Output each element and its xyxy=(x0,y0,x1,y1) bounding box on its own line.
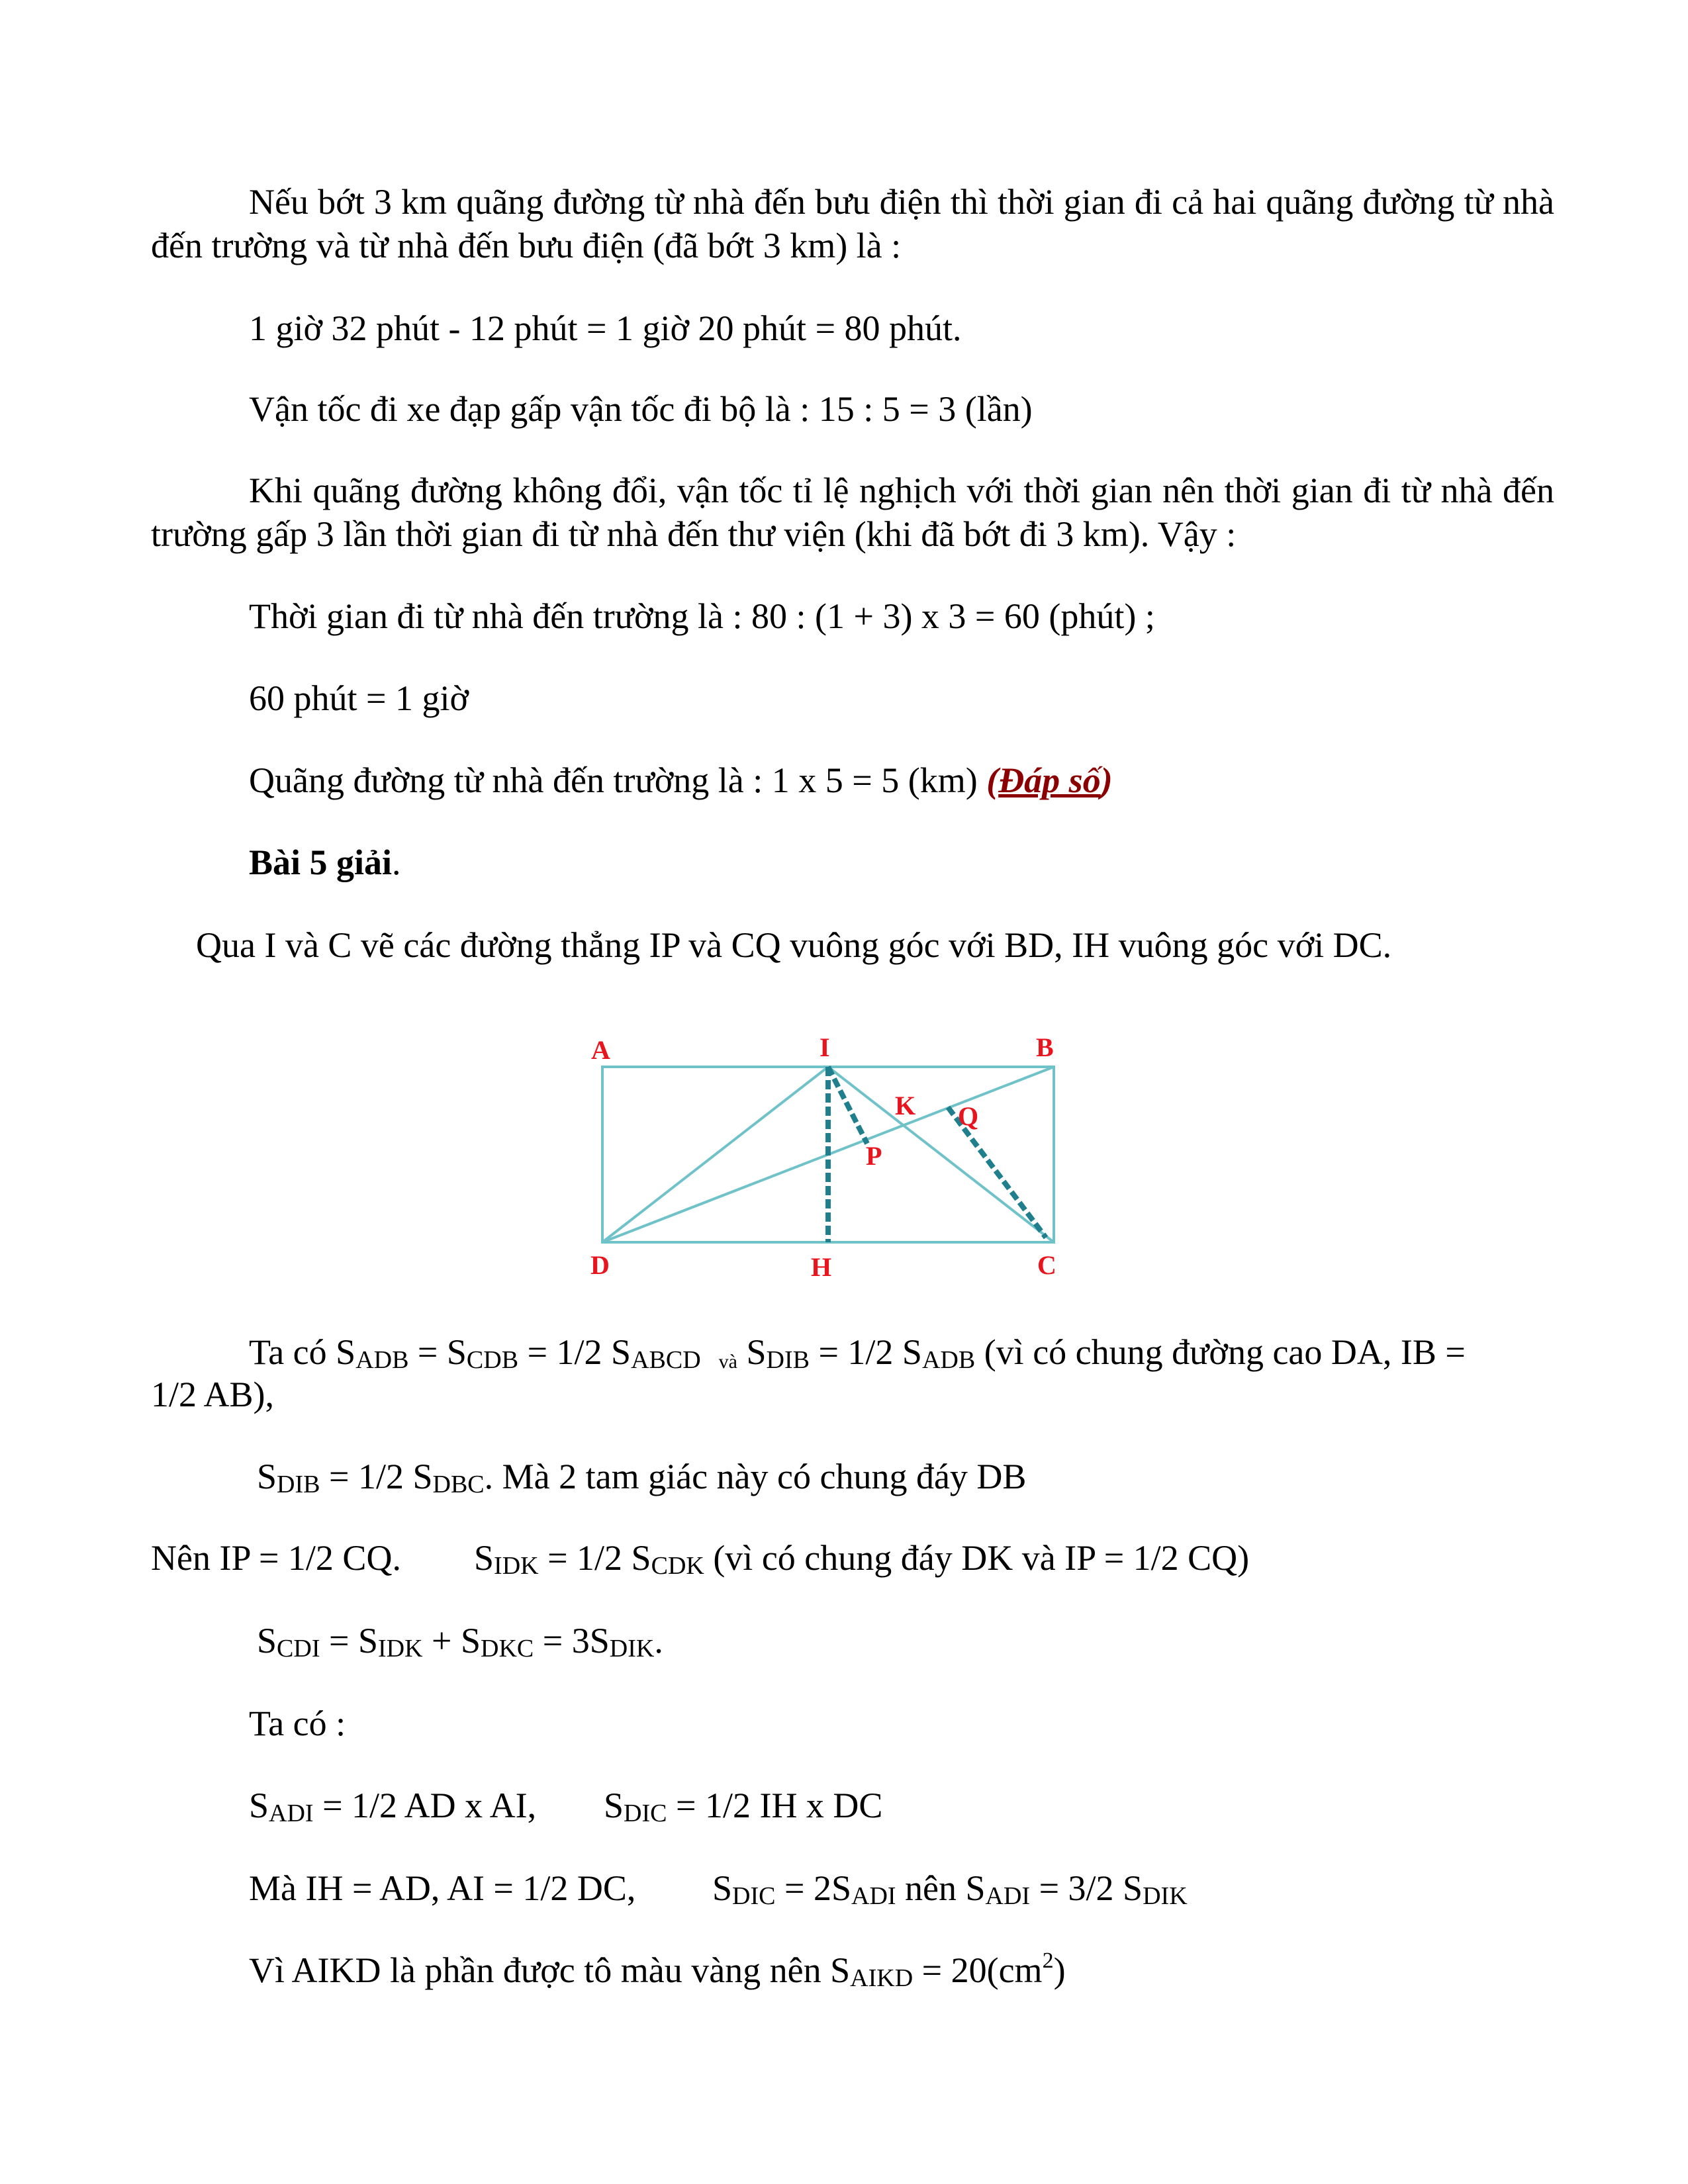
superscript: 2 xyxy=(1042,1948,1054,1973)
proof-line-5: Ta có : xyxy=(249,1704,346,1743)
proof-line-4 xyxy=(257,1619,663,1666)
text: Vì AIKD là phần được tô màu vàng nên S xyxy=(249,1950,851,1990)
perpendicular-ip xyxy=(828,1067,867,1144)
text: (vì có chung đường cao DA, IB = xyxy=(975,1332,1466,1372)
subscript: ADI xyxy=(851,1882,896,1910)
subscript: ADI xyxy=(985,1882,1031,1910)
text: = 2S xyxy=(775,1868,851,1908)
text: = 1/2 S xyxy=(538,1538,651,1578)
subscript: DIB xyxy=(277,1471,320,1498)
text: (vì có chung đáy DK và IP = 1/2 CQ) xyxy=(704,1538,1250,1578)
text: Ta có S xyxy=(249,1332,356,1372)
label-b: B xyxy=(1036,1032,1054,1062)
text: S xyxy=(474,1538,494,1578)
subscript: DIK xyxy=(609,1635,655,1662)
text: = 3S xyxy=(534,1621,610,1661)
paragraph-8: Qua I và C vẽ các đường thẳng IP và CQ vuông góc với BD, IH vuông góc với DC. xyxy=(196,925,1392,965)
text: . xyxy=(654,1621,663,1661)
subscript: ADI xyxy=(269,1799,314,1827)
label-i: I xyxy=(820,1032,830,1062)
subscript: IDK xyxy=(494,1552,539,1580)
text: = 20(cm xyxy=(913,1950,1043,1990)
text: = 3/2 S xyxy=(1030,1868,1143,1908)
proof-line-6-right xyxy=(604,1784,882,1831)
text: S xyxy=(604,1786,624,1825)
text: S xyxy=(249,1786,269,1825)
text: = 1/2 S xyxy=(518,1332,632,1372)
text: . Mà 2 tam giác này có chung đáy DB xyxy=(484,1457,1027,1496)
proof-line-1b: 1/2 AB), xyxy=(151,1375,275,1414)
proof-line-7-right xyxy=(712,1866,1188,1914)
text: Nên IP = 1/2 CQ. xyxy=(151,1538,401,1578)
label-c: C xyxy=(1037,1250,1056,1280)
proof-line-6 xyxy=(249,1784,536,1831)
heading-text: Bài 5 giải xyxy=(249,842,393,882)
text: nên S xyxy=(896,1868,986,1908)
answer-label: Đáp số xyxy=(998,760,1101,800)
small-conjunction: và xyxy=(718,1351,737,1373)
text: S xyxy=(257,1457,277,1496)
paragraph-5: Thời gian đi từ nhà đến trường là : 80 : (1 + 3) x 3 = 60 (phút) ; xyxy=(249,596,1155,636)
text: = 1/2 IH x DC xyxy=(667,1786,883,1825)
text: S xyxy=(712,1868,733,1908)
paragraph-1: Nếu bớt 3 km quãng đường từ nhà đến bưu điện thì thời gian đi cả hai quãng đường từ nhà đến trường và từ nhà đến bưu điện (đã bớt 3 km) là : xyxy=(151,182,1554,265)
subscript: DIC xyxy=(624,1799,667,1827)
subscript: ADB xyxy=(355,1346,409,1374)
subscript: ADB xyxy=(921,1346,976,1374)
subscript: DIB xyxy=(766,1346,810,1374)
label-k: K xyxy=(895,1091,916,1120)
text: Mà IH = AD, AI = 1/2 DC, xyxy=(249,1868,636,1908)
subscript: CDI xyxy=(277,1635,320,1662)
text: + S xyxy=(422,1621,481,1661)
paragraph-6: 60 phút = 1 giờ xyxy=(249,678,469,718)
paragraph-4: Khi quãng đường không đổi, vận tốc tỉ lệ nghịch với thời gian nên thời gian đi từ nhà đến trường gấp 3 lần thời gian đi từ nhà đến thư viện (khi đã bớt đi 3 km). Vậy : xyxy=(151,471,1554,554)
label-q: Q xyxy=(958,1101,979,1131)
label-h: H xyxy=(811,1252,832,1282)
text: S xyxy=(737,1332,767,1372)
label-d: D xyxy=(590,1250,610,1280)
subscript: DBC xyxy=(432,1471,485,1498)
text: = S xyxy=(320,1621,378,1661)
segment-di xyxy=(602,1067,828,1242)
subscript: DIK xyxy=(1143,1882,1188,1910)
subscript: CDB xyxy=(466,1346,519,1374)
proof-line-2 xyxy=(257,1455,1026,1502)
heading-dot: . xyxy=(392,842,401,882)
subscript: IDK xyxy=(378,1635,423,1662)
answer-open: ( xyxy=(986,760,999,800)
subscript: AIKD xyxy=(850,1964,914,1992)
label-a: A xyxy=(591,1035,610,1065)
paragraph-3: Vận tốc đi xe đạp gấp vận tốc đi bộ là : 15 : 5 = 3 (lần) xyxy=(249,389,1033,429)
subscript: ABCD xyxy=(631,1346,701,1374)
subscript: DKC xyxy=(481,1635,534,1662)
text: = 1/2 S xyxy=(320,1457,433,1496)
segment-ic xyxy=(828,1067,1054,1242)
proof-line-7 xyxy=(249,1866,635,1910)
answer-close: ) xyxy=(1100,760,1113,800)
subscript: CDK xyxy=(651,1552,704,1580)
proof-line-3 xyxy=(151,1536,401,1580)
label-p: P xyxy=(866,1141,882,1171)
text: = 1/2 S xyxy=(809,1332,922,1372)
text: ) xyxy=(1053,1950,1066,1990)
paragraph-2: 1 giờ 32 phút - 12 phút = 1 giờ 20 phút = 80 phút. xyxy=(249,308,962,348)
proof-line-1 xyxy=(249,1330,1466,1380)
subscript: DIC xyxy=(732,1882,776,1910)
text: = S xyxy=(408,1332,467,1372)
proof-line-8 xyxy=(249,1948,1066,1997)
proof-line-3-right xyxy=(474,1536,1249,1584)
text: = 1/2 AD x AI, xyxy=(313,1786,537,1825)
text: S xyxy=(257,1621,277,1661)
answer-sentence: Quãng đường từ nhà đến trường là : 1 x 5 = 5 (km) xyxy=(249,760,987,800)
